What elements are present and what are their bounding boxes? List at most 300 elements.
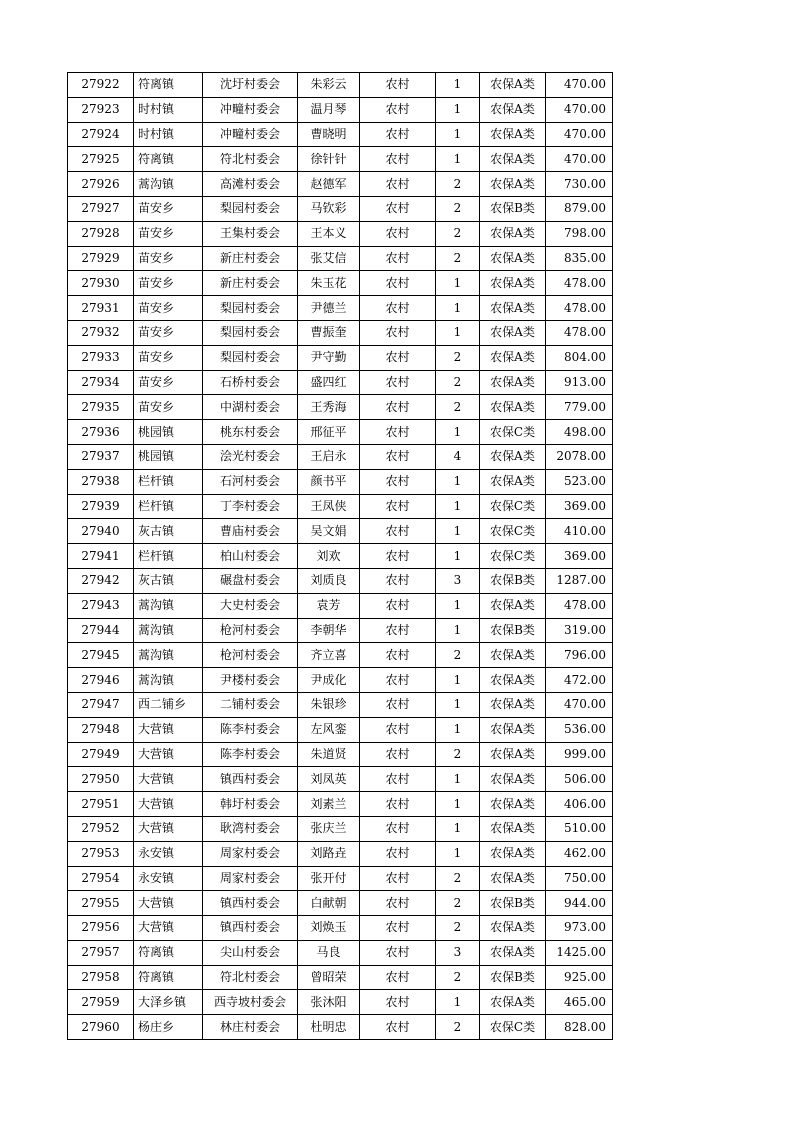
- household-count-cell: 3: [436, 940, 480, 965]
- amount-cell: 478.00: [546, 271, 613, 296]
- record-id-cell: 27925: [68, 147, 134, 172]
- town-cell: 苗安乡: [134, 271, 203, 296]
- person-name-cell: 刘路垚: [298, 841, 360, 866]
- area-type-cell: 农村: [360, 320, 436, 345]
- household-count-cell: 2: [436, 370, 480, 395]
- table-row: [68, 940, 613, 965]
- record-id-cell: 27927: [68, 196, 134, 221]
- person-name-cell: 张开付: [298, 866, 360, 891]
- record-id-cell: 27933: [68, 345, 134, 370]
- person-name-cell: 温月琴: [298, 97, 360, 122]
- household-count-cell: 2: [436, 395, 480, 420]
- person-name-cell: 杜明忠: [298, 1015, 360, 1040]
- town-cell: 符离镇: [134, 940, 203, 965]
- village-cell: 尹楼村委会: [203, 668, 298, 693]
- person-name-cell: 曹振奎: [298, 320, 360, 345]
- record-id-cell: 27946: [68, 668, 134, 693]
- area-type-cell: 农村: [360, 1015, 436, 1040]
- area-type-cell: 农村: [360, 494, 436, 519]
- category-cell: 农保A类: [480, 320, 546, 345]
- amount-cell: 779.00: [546, 395, 613, 420]
- amount-cell: 462.00: [546, 841, 613, 866]
- category-cell: 农保A类: [480, 345, 546, 370]
- amount-cell: 523.00: [546, 469, 613, 494]
- household-count-cell: 2: [436, 891, 480, 916]
- village-cell: 陈李村委会: [203, 717, 298, 742]
- town-cell: 苗安乡: [134, 221, 203, 246]
- person-name-cell: 袁芳: [298, 593, 360, 618]
- household-count-cell: 1: [436, 593, 480, 618]
- record-id-cell: 27930: [68, 271, 134, 296]
- area-type-cell: 农村: [360, 444, 436, 469]
- category-cell: 农保A类: [480, 692, 546, 717]
- town-cell: 时村镇: [134, 97, 203, 122]
- record-id-cell: 27955: [68, 891, 134, 916]
- record-id-cell: 27954: [68, 866, 134, 891]
- village-cell: 镇西村委会: [203, 916, 298, 941]
- record-id-cell: 27924: [68, 122, 134, 147]
- record-id-cell: 27939: [68, 494, 134, 519]
- town-cell: 栏杆镇: [134, 544, 203, 569]
- village-cell: 尖山村委会: [203, 940, 298, 965]
- town-cell: 大营镇: [134, 891, 203, 916]
- area-type-cell: 农村: [360, 271, 436, 296]
- area-type-cell: 农村: [360, 668, 436, 693]
- record-id-cell: 27952: [68, 816, 134, 841]
- household-count-cell: 2: [436, 345, 480, 370]
- record-id-cell: 27938: [68, 469, 134, 494]
- relief-roster-table: [67, 72, 613, 1040]
- village-cell: 石桥村委会: [203, 370, 298, 395]
- record-id-cell: 27958: [68, 965, 134, 990]
- table-row: [68, 767, 613, 792]
- record-id-cell: 27948: [68, 717, 134, 742]
- area-type-cell: 农村: [360, 147, 436, 172]
- area-type-cell: 农村: [360, 221, 436, 246]
- record-id-cell: 27937: [68, 444, 134, 469]
- town-cell: 大营镇: [134, 742, 203, 767]
- record-id-cell: 27928: [68, 221, 134, 246]
- person-name-cell: 李朝华: [298, 618, 360, 643]
- household-count-cell: 1: [436, 122, 480, 147]
- record-id-cell: 27923: [68, 97, 134, 122]
- household-count-cell: 2: [436, 643, 480, 668]
- village-cell: 林庄村委会: [203, 1015, 298, 1040]
- household-count-cell: 1: [436, 296, 480, 321]
- village-cell: 梨园村委会: [203, 320, 298, 345]
- town-cell: 桃园镇: [134, 444, 203, 469]
- village-cell: 镇西村委会: [203, 891, 298, 916]
- town-cell: 灰古镇: [134, 568, 203, 593]
- category-cell: 农保A类: [480, 147, 546, 172]
- village-cell: 曹庙村委会: [203, 519, 298, 544]
- village-cell: 梨园村委会: [203, 196, 298, 221]
- amount-cell: 804.00: [546, 345, 613, 370]
- household-count-cell: 2: [436, 965, 480, 990]
- amount-cell: 470.00: [546, 692, 613, 717]
- table-row: [68, 370, 613, 395]
- area-type-cell: 农村: [360, 97, 436, 122]
- person-name-cell: 王启永: [298, 444, 360, 469]
- category-cell: 农保A类: [480, 73, 546, 98]
- household-count-cell: 2: [436, 1015, 480, 1040]
- category-cell: 农保A类: [480, 841, 546, 866]
- area-type-cell: 农村: [360, 692, 436, 717]
- category-cell: 农保A类: [480, 122, 546, 147]
- table-row: [68, 1015, 613, 1040]
- village-cell: 冲疃村委会: [203, 97, 298, 122]
- person-name-cell: 尹守勤: [298, 345, 360, 370]
- table-row: [68, 568, 613, 593]
- area-type-cell: 农村: [360, 519, 436, 544]
- amount-cell: 498.00: [546, 420, 613, 445]
- area-type-cell: 农村: [360, 172, 436, 197]
- table-row: [68, 494, 613, 519]
- amount-cell: 410.00: [546, 519, 613, 544]
- village-cell: 梨园村委会: [203, 345, 298, 370]
- table-row: [68, 593, 613, 618]
- amount-cell: 536.00: [546, 717, 613, 742]
- area-type-cell: 农村: [360, 767, 436, 792]
- person-name-cell: 曾昭荣: [298, 965, 360, 990]
- table-row: [68, 841, 613, 866]
- table-row: [68, 73, 613, 98]
- category-cell: 农保A类: [480, 444, 546, 469]
- town-cell: 苗安乡: [134, 320, 203, 345]
- town-cell: 蒿沟镇: [134, 618, 203, 643]
- amount-cell: 369.00: [546, 544, 613, 569]
- amount-cell: 944.00: [546, 891, 613, 916]
- amount-cell: 2078.00: [546, 444, 613, 469]
- category-cell: 农保A类: [480, 940, 546, 965]
- town-cell: 永安镇: [134, 841, 203, 866]
- table-row: [68, 742, 613, 767]
- table-row: [68, 990, 613, 1015]
- amount-cell: 472.00: [546, 668, 613, 693]
- household-count-cell: 1: [436, 544, 480, 569]
- area-type-cell: 农村: [360, 618, 436, 643]
- village-cell: 二铺村委会: [203, 692, 298, 717]
- person-name-cell: 盛四红: [298, 370, 360, 395]
- category-cell: 农保C类: [480, 420, 546, 445]
- village-cell: 柏山村委会: [203, 544, 298, 569]
- person-name-cell: 刘质良: [298, 568, 360, 593]
- record-id-cell: 27941: [68, 544, 134, 569]
- area-type-cell: 农村: [360, 866, 436, 891]
- household-count-cell: 1: [436, 767, 480, 792]
- category-cell: 农保B类: [480, 891, 546, 916]
- record-id-cell: 27947: [68, 692, 134, 717]
- household-count-cell: 2: [436, 866, 480, 891]
- table-row: [68, 97, 613, 122]
- record-id-cell: 27956: [68, 916, 134, 941]
- amount-cell: 913.00: [546, 370, 613, 395]
- table-row: [68, 668, 613, 693]
- area-type-cell: 农村: [360, 544, 436, 569]
- village-cell: 西寺坡村委会: [203, 990, 298, 1015]
- village-cell: 韩圩村委会: [203, 792, 298, 817]
- category-cell: 农保A类: [480, 296, 546, 321]
- category-cell: 农保A类: [480, 221, 546, 246]
- record-id-cell: 27942: [68, 568, 134, 593]
- amount-cell: 478.00: [546, 320, 613, 345]
- table-row: [68, 196, 613, 221]
- table-row: [68, 320, 613, 345]
- table-row: [68, 345, 613, 370]
- household-count-cell: 2: [436, 221, 480, 246]
- area-type-cell: 农村: [360, 841, 436, 866]
- person-name-cell: 尹成化: [298, 668, 360, 693]
- amount-cell: 973.00: [546, 916, 613, 941]
- amount-cell: 835.00: [546, 246, 613, 271]
- town-cell: 蒿沟镇: [134, 643, 203, 668]
- table-row: [68, 395, 613, 420]
- amount-cell: 879.00: [546, 196, 613, 221]
- area-type-cell: 农村: [360, 717, 436, 742]
- town-cell: 桃园镇: [134, 420, 203, 445]
- table-row: [68, 618, 613, 643]
- person-name-cell: 徐针针: [298, 147, 360, 172]
- table-row: [68, 692, 613, 717]
- table-row: [68, 866, 613, 891]
- table-row: [68, 643, 613, 668]
- record-id-cell: 27935: [68, 395, 134, 420]
- table-row: [68, 965, 613, 990]
- area-type-cell: 农村: [360, 370, 436, 395]
- town-cell: 大营镇: [134, 916, 203, 941]
- amount-cell: 1425.00: [546, 940, 613, 965]
- household-count-cell: 1: [436, 97, 480, 122]
- category-cell: 农保A类: [480, 395, 546, 420]
- amount-cell: 319.00: [546, 618, 613, 643]
- category-cell: 农保A类: [480, 742, 546, 767]
- amount-cell: 828.00: [546, 1015, 613, 1040]
- village-cell: 石河村委会: [203, 469, 298, 494]
- town-cell: 符离镇: [134, 73, 203, 98]
- town-cell: 苗安乡: [134, 196, 203, 221]
- table-row: [68, 916, 613, 941]
- category-cell: 农保B类: [480, 965, 546, 990]
- person-name-cell: 左风銮: [298, 717, 360, 742]
- town-cell: 大营镇: [134, 792, 203, 817]
- person-name-cell: 张艾信: [298, 246, 360, 271]
- village-cell: 高滩村委会: [203, 172, 298, 197]
- household-count-cell: 2: [436, 742, 480, 767]
- village-cell: 耿湾村委会: [203, 816, 298, 841]
- amount-cell: 406.00: [546, 792, 613, 817]
- person-name-cell: 张庆兰: [298, 816, 360, 841]
- area-type-cell: 农村: [360, 395, 436, 420]
- category-cell: 农保A类: [480, 172, 546, 197]
- village-cell: 碾盘村委会: [203, 568, 298, 593]
- category-cell: 农保A类: [480, 271, 546, 296]
- table-row: [68, 296, 613, 321]
- table-row: [68, 891, 613, 916]
- area-type-cell: 农村: [360, 792, 436, 817]
- table-row: [68, 172, 613, 197]
- area-type-cell: 农村: [360, 246, 436, 271]
- table-row: [68, 544, 613, 569]
- household-count-cell: 2: [436, 916, 480, 941]
- area-type-cell: 农村: [360, 593, 436, 618]
- category-cell: 农保A类: [480, 668, 546, 693]
- record-id-cell: 27953: [68, 841, 134, 866]
- amount-cell: 465.00: [546, 990, 613, 1015]
- person-name-cell: 尹德兰: [298, 296, 360, 321]
- household-count-cell: 1: [436, 816, 480, 841]
- table-body: [68, 73, 613, 1040]
- area-type-cell: 农村: [360, 420, 436, 445]
- person-name-cell: 刘素兰: [298, 792, 360, 817]
- person-name-cell: 马良: [298, 940, 360, 965]
- amount-cell: 470.00: [546, 97, 613, 122]
- person-name-cell: 齐立喜: [298, 643, 360, 668]
- village-cell: 王集村委会: [203, 221, 298, 246]
- town-cell: 栏杆镇: [134, 494, 203, 519]
- record-id-cell: 27959: [68, 990, 134, 1015]
- amount-cell: 999.00: [546, 742, 613, 767]
- village-cell: 镇西村委会: [203, 767, 298, 792]
- village-cell: 梨园村委会: [203, 296, 298, 321]
- record-id-cell: 27957: [68, 940, 134, 965]
- record-id-cell: 27951: [68, 792, 134, 817]
- table-row: [68, 122, 613, 147]
- amount-cell: 470.00: [546, 147, 613, 172]
- record-id-cell: 27929: [68, 246, 134, 271]
- table-row: [68, 519, 613, 544]
- area-type-cell: 农村: [360, 742, 436, 767]
- area-type-cell: 农村: [360, 196, 436, 221]
- amount-cell: 730.00: [546, 172, 613, 197]
- person-name-cell: 王秀海: [298, 395, 360, 420]
- household-count-cell: 1: [436, 792, 480, 817]
- village-cell: 沈圩村委会: [203, 73, 298, 98]
- category-cell: 农保A类: [480, 767, 546, 792]
- town-cell: 大营镇: [134, 816, 203, 841]
- amount-cell: 478.00: [546, 593, 613, 618]
- record-id-cell: 27949: [68, 742, 134, 767]
- person-name-cell: 刘焕玉: [298, 916, 360, 941]
- town-cell: 永安镇: [134, 866, 203, 891]
- table-row: [68, 469, 613, 494]
- household-count-cell: 1: [436, 618, 480, 643]
- category-cell: 农保A类: [480, 370, 546, 395]
- person-name-cell: 马钦彩: [298, 196, 360, 221]
- household-count-cell: 1: [436, 990, 480, 1015]
- area-type-cell: 农村: [360, 73, 436, 98]
- town-cell: 蒿沟镇: [134, 593, 203, 618]
- town-cell: 苗安乡: [134, 345, 203, 370]
- category-cell: 农保C类: [480, 519, 546, 544]
- area-type-cell: 农村: [360, 940, 436, 965]
- person-name-cell: 朱玉花: [298, 271, 360, 296]
- record-id-cell: 27922: [68, 73, 134, 98]
- household-count-cell: 2: [436, 172, 480, 197]
- village-cell: 陈李村委会: [203, 742, 298, 767]
- village-cell: 枪河村委会: [203, 618, 298, 643]
- area-type-cell: 农村: [360, 643, 436, 668]
- town-cell: 苗安乡: [134, 246, 203, 271]
- amount-cell: 750.00: [546, 866, 613, 891]
- category-cell: 农保A类: [480, 916, 546, 941]
- town-cell: 苗安乡: [134, 370, 203, 395]
- record-id-cell: 27936: [68, 420, 134, 445]
- person-name-cell: 朱彩云: [298, 73, 360, 98]
- table-row: [68, 792, 613, 817]
- person-name-cell: 曹晓明: [298, 122, 360, 147]
- amount-cell: 506.00: [546, 767, 613, 792]
- category-cell: 农保A类: [480, 990, 546, 1015]
- village-cell: 中湖村委会: [203, 395, 298, 420]
- amount-cell: 1287.00: [546, 568, 613, 593]
- household-count-cell: 1: [436, 841, 480, 866]
- table-row: [68, 147, 613, 172]
- village-cell: 新庄村委会: [203, 271, 298, 296]
- category-cell: 农保A类: [480, 816, 546, 841]
- village-cell: 符北村委会: [203, 147, 298, 172]
- amount-cell: 470.00: [546, 122, 613, 147]
- household-count-cell: 1: [436, 271, 480, 296]
- town-cell: 符离镇: [134, 965, 203, 990]
- table-row: [68, 420, 613, 445]
- area-type-cell: 农村: [360, 296, 436, 321]
- village-cell: 枪河村委会: [203, 643, 298, 668]
- household-count-cell: 1: [436, 692, 480, 717]
- town-cell: 苗安乡: [134, 395, 203, 420]
- person-name-cell: 刘欢: [298, 544, 360, 569]
- village-cell: 浍光村委会: [203, 444, 298, 469]
- person-name-cell: 朱银珍: [298, 692, 360, 717]
- person-name-cell: 王凤侠: [298, 494, 360, 519]
- area-type-cell: 农村: [360, 816, 436, 841]
- area-type-cell: 农村: [360, 469, 436, 494]
- person-name-cell: 邢征平: [298, 420, 360, 445]
- area-type-cell: 农村: [360, 122, 436, 147]
- category-cell: 农保B类: [480, 196, 546, 221]
- village-cell: 符北村委会: [203, 965, 298, 990]
- village-cell: 冲疃村委会: [203, 122, 298, 147]
- area-type-cell: 农村: [360, 965, 436, 990]
- category-cell: 农保C类: [480, 544, 546, 569]
- amount-cell: 470.00: [546, 73, 613, 98]
- table-row: [68, 816, 613, 841]
- table-row: [68, 221, 613, 246]
- household-count-cell: 1: [436, 420, 480, 445]
- category-cell: 农保A类: [480, 643, 546, 668]
- person-name-cell: 朱道贤: [298, 742, 360, 767]
- household-count-cell: 4: [436, 444, 480, 469]
- table-row: [68, 246, 613, 271]
- town-cell: 西二铺乡: [134, 692, 203, 717]
- category-cell: 农保A类: [480, 246, 546, 271]
- town-cell: 栏杆镇: [134, 469, 203, 494]
- category-cell: 农保A类: [480, 593, 546, 618]
- household-count-cell: 1: [436, 469, 480, 494]
- village-cell: 大史村委会: [203, 593, 298, 618]
- town-cell: 大营镇: [134, 717, 203, 742]
- town-cell: 灰古镇: [134, 519, 203, 544]
- village-cell: 周家村委会: [203, 841, 298, 866]
- category-cell: 农保A类: [480, 792, 546, 817]
- record-id-cell: 27932: [68, 320, 134, 345]
- village-cell: 新庄村委会: [203, 246, 298, 271]
- household-count-cell: 1: [436, 147, 480, 172]
- amount-cell: 369.00: [546, 494, 613, 519]
- category-cell: 农保A类: [480, 469, 546, 494]
- person-name-cell: 赵德军: [298, 172, 360, 197]
- town-cell: 蒿沟镇: [134, 668, 203, 693]
- category-cell: 农保B类: [480, 618, 546, 643]
